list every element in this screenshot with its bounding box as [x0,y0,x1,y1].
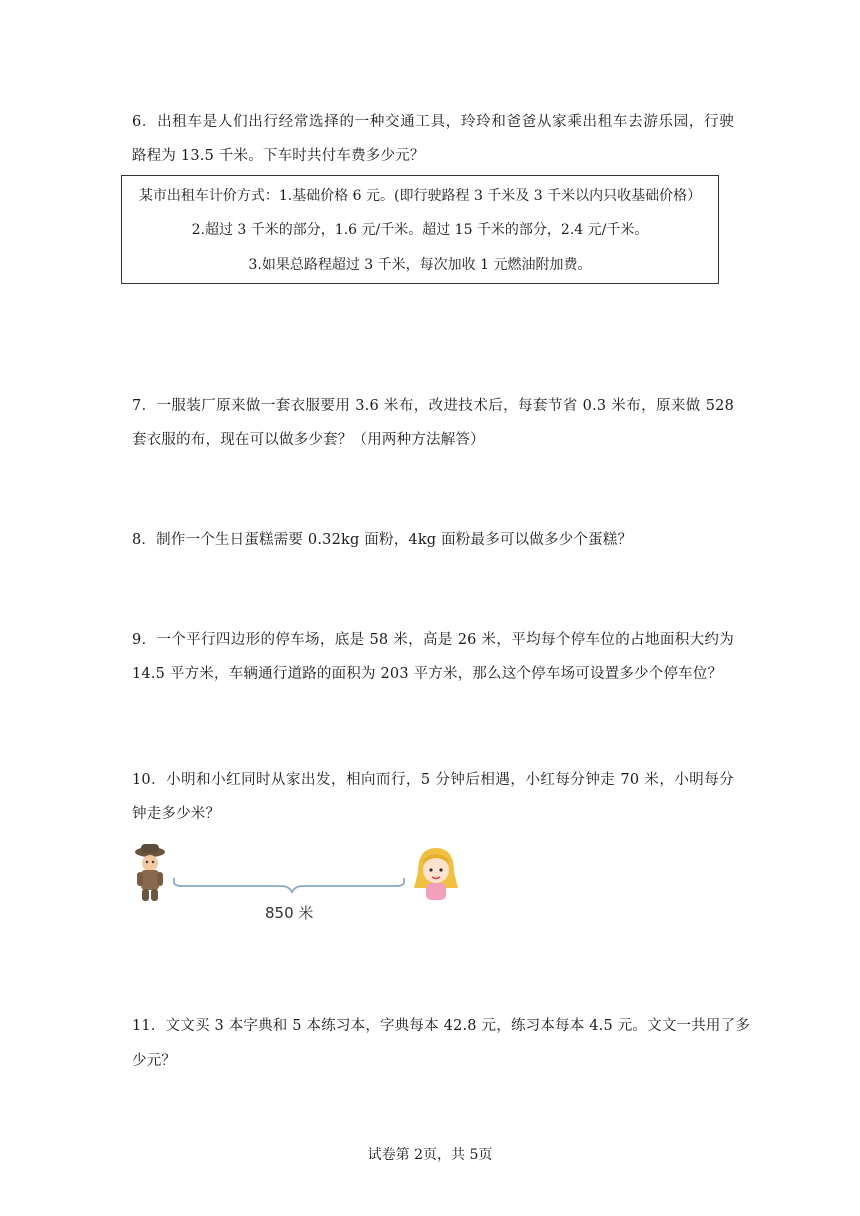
q7-line1: 7．一服装厂原来做一套衣服要用 3.6 米布，改进技术后，每套节省 0.3 米布，原来做 528 [132,398,734,414]
pricing-rule-1: 某市出租车计价方式：1.基础价格 6 元。(即行驶路程 3 千米及 3 千米以内只收基础价格） [138,188,702,204]
pricing-rule-2: 2.超过 3 千米的部分，1.6 元/千米。超过 15 千米的部分，2.4 元/千米。 [191,222,649,238]
boy-icon [135,844,165,901]
distance-label: 850 米 [265,904,314,922]
q9-line1: 9．一个平行四边形的停车场，底是 58 米，高是 26 米，平均每个停车位的占地面积大约为 [132,632,734,648]
q7-line2: 套衣服的布，现在可以做多少套？（用两种方法解答） [132,432,485,448]
taxi-pricing-box [121,175,719,284]
q10-line1: 10．小明和小红同时从家出发，相向而行，5 分钟后相遇，小红每分钟走 70 米，小明每分 [132,772,734,788]
page-footer: 试卷第 2页，共 5页 [367,1147,493,1163]
girl-icon [414,848,458,900]
q6-line1: 6．出租车是人们出行经常选择的一种交通工具，玲玲和爸爸从家乘出租车去游乐园，行驶 [132,114,734,130]
distance-brace [174,878,404,892]
pricing-rule-3: 3.如果总路程超过 3 千米，每次加收 1 元燃油附加费。 [248,257,592,273]
q10-line2: 钟走多少米？ [132,806,221,822]
q9-line2: 14.5 平方米，车辆通行道路的面积为 203 平方米，那么这个停车场可设置多少个停车位？ [132,666,723,682]
q8-line1: 8．制作一个生日蛋糕需要 0.32kg 面粉，4kg 面粉最多可以做多少个蛋糕？ [132,532,633,548]
q11-line2: 少元？ [132,1053,177,1069]
q6-line2: 路程为 13.5 千米。下车时共付车费多少元？ [132,148,425,164]
q11-line1: 11．文文买 3 本字典和 5 本练习本，字典每本 42.8 元，练习本每本 4.5 元。文文一共用了多 [132,1018,751,1034]
